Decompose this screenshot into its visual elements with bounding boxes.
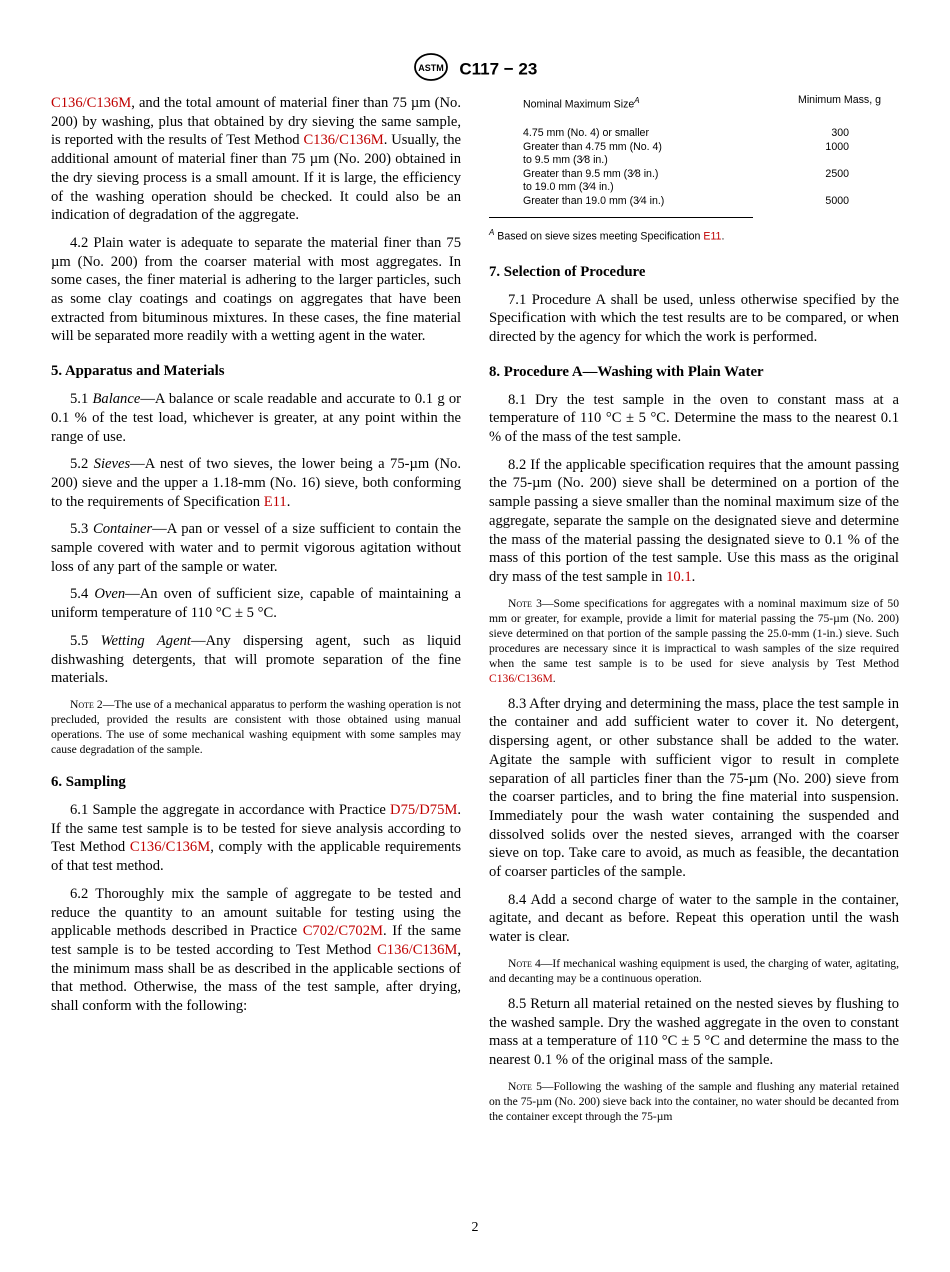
paragraph-8-1: 8.1 Dry the test sample in the oven to constant mass at a temperature of 110 °C ± 5 °C. Determine the mass to the nearest 0.1 % of the mass of the test sample. — [489, 391, 899, 446]
paragraph-5-1: 5.1 Balance—A balance or scale readable and accurate to 0.1 g or 0.1 % of the test load, whichever is greater, at any point within the range of use. — [51, 391, 462, 445]
minimum-mass-table — [523, 94, 881, 208]
table-header-row — [523, 94, 881, 112]
table-row: Greater than 19.0 mm (3⁄4 in.) 5000 — [523, 194, 849, 207]
paragraph-5-5: 5.5 Wetting Agent—Any dispersing agent, such as liquid dishwashing detergents, that will promote separation of the fine materials. — [51, 632, 461, 687]
right-column — [489, 94, 899, 1133]
link-c136[interactable]: C136/C136M — [303, 132, 384, 149]
paragraph-8-3: 8.3 After drying and determining the mass, place the test sample in the container and add sufficient water to cover it. No detergent, dispersing agent, or other substance shall be added to the water. Agitate the sample with sufficient vigor to result in complete separation of all particles finer than the 75-µm (No. 200) sieve from the coarser particles, and to bring the fine material into suspension. Immediately pour the wash water containing the suspended and dissolved solids over the nested sieves, arranged with the coarser sieve on top. Take care to avoid, as much as feasible, the decantation of coarser particles of the sample. — [489, 695, 899, 881]
document-code: C117 − 23 — [459, 59, 538, 79]
link-d75[interactable]: D75/D75M — [390, 801, 458, 818]
paragraph-5-2: 5.2 Sieves—A nest of two sieves, the lower being a 75-µm (No. 200) sieve and the upper a 1.18-mm (No. 16) sieve, both conforming to the requirements of Specification E11. — [51, 456, 462, 510]
link-c136[interactable]: C136/C136M — [129, 839, 211, 856]
paragraph-6-2: 6.2 Thoroughly mix the sample of aggregate to be tested and reduce the quantity to an amount suitable for testing using the applicable methods described in Practice C702/C702M. If the same test sample is to be tested according to Test Method C136/C136M, the minimum mass shall be as described in the applicable sections of that method. Otherwise, the mass of the test sample, after drying, shall conform with the following: — [51, 885, 461, 1015]
link-c136[interactable]: C136/C136M — [51, 95, 132, 111]
link-c702[interactable]: C702/C702M — [302, 923, 383, 940]
paragraph-8-2: 8.2 If the applicable specification requires that the amount passing the 75-µm (No. 200) sieve shall be determined on a portion of the sample passing a sieve smaller than the nominal maximum size of the aggregate, separate the sample on the designated sieve and determine the mass of the material passing the designated sieve to 0.1 % of the mass of this portion of the test sample. Use this mass as the original dry mass of the test sample in 10.1. — [489, 456, 899, 585]
table-row: Greater than 4.75 mm (No. 4) to 9.5 mm (3⁄8 in.) 1000 — [523, 140, 849, 167]
astm-logo-icon — [413, 52, 449, 87]
page-number: 2 — [471, 1220, 479, 1235]
note-4: Note 4—If mechanical washing equipment is used, the charging of water, agitating, and decanting may be a continuous operation. — [489, 956, 899, 985]
note-2: Note 2—The use of a mechanical apparatus to perform the washing operation is not precluded, provided the results are consistent with those obtained using manual operations. The use of some mechanical washing equipment with some samples may cause degradation of the sample. — [51, 697, 461, 756]
table-header-size: Nominal Maximum Size$^A$ — [523, 96, 640, 111]
table-row: 4.75 mm (No. 4) or smaller 300 — [523, 127, 849, 140]
link-c136[interactable]: C136/C136M — [489, 671, 553, 685]
paragraph-4-1-cont: C136/C136M, and the total amount of material finer than 75 µm (No. 200) by washing, plus that obtained by dry sieving the same sample, is reported with the results of Test Method C136/C136M. Usually, the additional amount of material finer than 75 µm (No. 200) obtained in the dry sieving process is a small amount. If it is large, the efficiency of the washing operation should be checked. It could also be an indication of degradation of the aggregate. — [51, 95, 461, 224]
paragraph-5-4: 5.4 Oven—An oven of sufficient size, capable of maintaining a uniform temperature of 110 °C ± 5 °C. — [51, 586, 461, 622]
paragraph-8-5: 8.5 Return all material retained on the nested sieves by flushing to the washed sample. Dry the washed aggregate in the oven to constant mass at a temperature of 110 °C ± 5 °C and determine the mass to the nearest 0.1 % of the original mass of the sample. — [489, 995, 899, 1068]
section-heading-6: 6. Sampling — [51, 773, 126, 790]
paragraph-5-3: 5.3 Container—A pan or vessel of a size sufficient to contain the sample covered with water and to permit vigorous agitation without loss of any part of the sample or water. — [51, 521, 462, 575]
paragraph-4-2: 4.2 Plain water is adequate to separate the material finer than 75 µm (No. 200) from the coarser material with most aggregates. In some cases, the finer material is adhering to the larger particles, such as some clay coatings and coatings on aggregates that have been extracted from bituminous mixtures. In these cases, the fine material will be separated more readily with a wetting agent in the water. — [51, 234, 461, 345]
link-c136[interactable]: C136/C136M — [377, 941, 458, 958]
section-heading-5: 5. Apparatus and Materials — [51, 363, 225, 380]
left-column — [51, 94, 461, 1025]
table-footnote: $^A$ Based on sieve sizes meeting Specification E11. — [489, 228, 725, 243]
paragraph-6-1: 6.1 Sample the aggregate in accordance with Practice D75/D75M. If the same test sample is to be tested for sieve analysis according to Test Method C136/C136M, comply with the applicable requirements of that test method. — [51, 801, 461, 875]
table-rule — [489, 217, 753, 218]
svg-text:ASTM: ASTM — [417, 63, 444, 73]
table-row: Greater than 9.5 mm (3⁄8 in.) to 19.0 mm (3⁄4 in.) 2500 — [523, 167, 849, 194]
section-heading-8: 8. Procedure A—Washing with Plain Water — [489, 363, 764, 380]
paragraph-7-1: 7.1 Procedure A shall be used, unless otherwise specified by the Specification with which the test results are to be compared, or when directed by the agency for which the work is performed. — [489, 291, 899, 345]
page-header — [0, 52, 950, 87]
section-heading-7: 7. Selection of Procedure — [489, 263, 646, 280]
note-5: Note 5—Following the washing of the sample and flushing any material retained on the 75-µm (No. 200) sieve back into the container, no water should be decanted from the container except through the 75-µm — [489, 1079, 899, 1123]
link-e11[interactable]: E11 — [263, 493, 287, 510]
paragraph-8-4: 8.4 Add a second charge of water to the sample in the container, agitate, and decant as before. Repeat this operation until the wash water is clear. — [489, 891, 899, 946]
note-3: Note 3—Some specifications for aggregates with a nominal maximum size of 50 mm or greater, for example, provide a limit for material passing the 75-µm (No. 200) sieve determined on that portion of the sample passing the 25.0-mm (1-in.) sieve. Such procedures are necessary since it is impractical to wash samples of the size required when the same test sample is to be used for sieve analysis by Test Method C136/C136M. — [489, 596, 899, 685]
table-header-mass: Minimum Mass, g — [798, 94, 881, 106]
link-10-1[interactable]: 10.1 — [666, 569, 692, 585]
link-e11[interactable]: E11 — [703, 230, 722, 243]
